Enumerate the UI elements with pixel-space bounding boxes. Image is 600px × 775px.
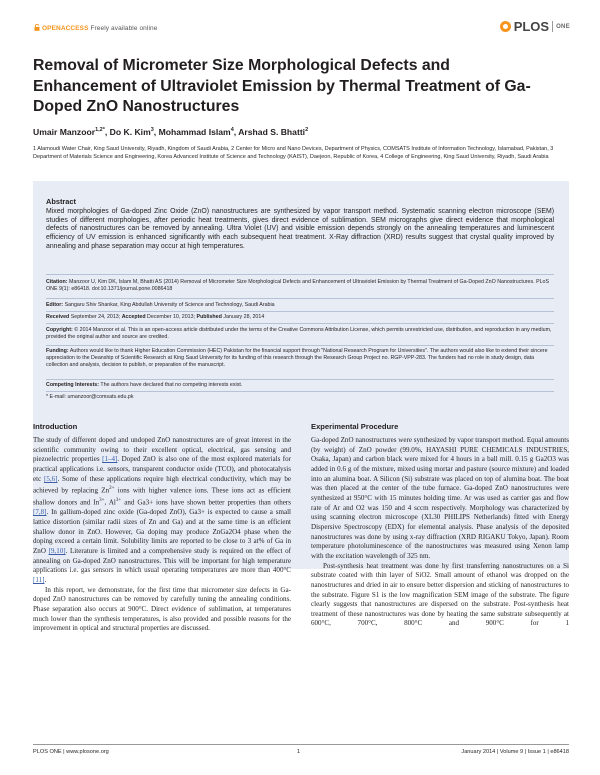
- citation-link[interactable]: [9,10]: [48, 546, 66, 555]
- copyright-text: © 2014 Manzoor et al. This is an open-access article distributed under the terms of the Creative Commons Attribution License, which permits unrestricted use, distribution, and reproduction in any medium, provided the original author and source are credited.: [46, 327, 552, 341]
- footer-journal: [33, 749, 109, 755]
- citation-link[interactable]: [7,8]: [33, 508, 47, 517]
- footer-rule: [33, 744, 569, 745]
- one-logo-text: ONE: [556, 23, 570, 30]
- access-text: ACCESS: [60, 25, 89, 32]
- affiliations: 1 Alamoudi Water Chair, King Saud University, Riyadh, Kingdom of Saudi Arabia, 2 Center for Micro and Nano Devices, Department of Physics, COMSATS Institute of Information Technology, Islamabad, Pakistan, 3 Department of Materials Science and Engineering, Korea Advanced Institute of Science and Technology (KAIST), Daejeon, Republic of Korea, 4 College of Engineering, King Saud University, Riyadh, Saudi Arabia: [33, 146, 554, 160]
- funding: [46, 348, 554, 369]
- freely-available-text: Freely available online: [90, 25, 158, 32]
- editor-label: Editor:: [46, 302, 64, 308]
- received-label: Received: [46, 314, 70, 320]
- author-affil: 3: [150, 127, 154, 134]
- abstract-heading: Abstract: [46, 197, 76, 206]
- citation-text: Manzoor U, Kim DK, Islam M, Bhatti AS (2014) Removal of Micrometer Size Morphological Defects and Enhancement of Ultraviolet Emission by Thermal Treatment of Ga-Doped ZnO Nanostructures. PLoS ONE 9(1): e86418. doi:10.1371/journal.pone.0086418: [46, 279, 550, 293]
- funding-text: Authors would like to thank Higher Education Commission (HEC) Pakistan for the financial support through "National Research Program for Universities". The authors would also like to extend their sincere appreciation to the Deanship of Scientific Research at King Saud University for its funding of this research through the Research Group Project no. RGP-VPP-283. The funders had no role in study design, data collection and analysis, decision to publish, or preparation of the manuscript.: [46, 348, 548, 369]
- experimental-heading: Experimental Procedure: [311, 422, 399, 431]
- editor-text: Sangaru Shiv Shankar, King Abdullah University of Science and Technology, Saudi Arabia: [64, 302, 275, 308]
- abstract-text: Mixed morphologies of Ga-doped Zinc Oxide (ZnO) nanostructures are synthesized by vapor transport method. Systematic scanning electron microscope (SEM) studies of different morphologies, after periodic heat treatments, gives direct evidence of sublimation. SEM micrographs give direct evidence that morphological defects of nanostructures can be removed by annealing. Ultra Violet (UV) and visible emission depends strongly on the annealing temperatures and luminescent efficiency of UV emission is enhanced significantly with each subsequent heat treatment. X-Ray diffraction (XRD) results suggest that crystal quality improved by annealing and phase separation may occur at high temperatures.: [46, 208, 554, 250]
- superscript: 2+: [109, 486, 115, 492]
- copyright-label: Copyright:: [46, 327, 73, 333]
- abstract-divider: [46, 274, 554, 275]
- author-list: Umair Manzoor$^{1,2*}$, Do K. Kim$^3$, Mohammad Islam$^4$, Arshad S. Bhatti$^2$: [33, 127, 309, 137]
- intro-text: . Literature is limited and a comprehensive study is required on the effect of annealing on Ga-doped ZnO nanostructures. This will be important for high temperature applications i.e. gas sensors in which usual operating temperatures are more than 400°C: [33, 546, 291, 575]
- citation-link[interactable]: [1–4]: [102, 455, 118, 464]
- plos-logo-text: PLOS: [513, 19, 550, 34]
- experimental-paragraph: Post-synthesis heat treatment was done by first transferring nanostructures on a Si substrate coated with thin layer of SiO2. Small amount of ethanol was dropped on the nanostructures and dried in air to ensure better dispersion and sticking of nanostructures to the substrate. Figure S1 is the low magnification SEM image of the substrate. The figure clearly suggests that nanostructures are dispersed on the substrate. Post-synthesis heat treatment of these nanostructures was done by heating the same substrate subsequently at 600°C, 700°C, 800°C and 900°C for 1: [311, 561, 569, 628]
- footer-journal-name: PLOS ONE: [33, 749, 62, 755]
- published-label: Published: [196, 314, 222, 320]
- citation: [46, 279, 554, 293]
- plos-one-logo[interactable]: [500, 19, 570, 34]
- experimental-paragraph: Ga-doped ZnO nanostructures were synthesized by vapor transport method. Equal amounts (by weight) of ZnO powder (99.0%, HAYASHI PURE CHEMICALS INDUSTRIES, Osaka, Japan) and carbon black were mixed for 4 hours in a ball mill. 0.15 g Ga2O3 was added in 0.6 g of the mixture, mixed using mortar and pasture (source mixture) and loaded into an alumina boat. A Silicon (Si) substrate was placed on top of alumina boat. The boat was then placed at the center of the tube furnace. Ga-doped ZnO nanostructures were synthesized at 950°C with 15 minutes holding time. Ar was used as carrier gas and flow rate of Ar and O2 was 150 and 4 sccm respectively. Morphology was characterized by using scanning electron microscope (XL30 PHILIPS Netherlands) fitted with Energy Dispersive Spectroscopy (EDX) for elemental analysis. Phase analysis of the deposited nanostructures was done by using x-ray diffraction (XRD RIGAKU Tokyo, Japan). Room temperature photoluminescence of the nanostructures was measured using Xenon lamp with the excitation wavelength of 325 nm.: [311, 436, 569, 560]
- footer-url[interactable]: | www.plosone.org: [63, 749, 109, 755]
- citation-link[interactable]: [11]: [33, 575, 45, 584]
- meta-divider: [46, 311, 554, 312]
- funding-label: Funding:: [46, 348, 69, 354]
- page-number: 1: [297, 749, 301, 755]
- footer-issue: January 2014 | Volume 9 | Issue 1 | e86418: [461, 749, 569, 755]
- published-date: January 28, 2014: [223, 314, 265, 320]
- logo-divider: [552, 21, 553, 32]
- intro-paragraph: In this report, we demonstrate, for the first time that micrometer size defects in Ga-doped ZnO nanostructures can be removed by carefully tuning the annealing conditions. Phase separation also occurs at 900°C. Direct evidence of sublimation, at temperatures much lower than the synthesis temperatures, is also provided and possible reasons for the improvement in optical and structural properties are discussed.: [33, 585, 291, 633]
- intro-text: .: [44, 575, 47, 584]
- competing-label: Competing Interests:: [46, 382, 99, 388]
- accepted-date: December 10, 2013;: [147, 314, 196, 320]
- plos-logo-icon: [500, 21, 511, 32]
- citation-link[interactable]: [5,6]: [43, 474, 58, 483]
- author-name: Mohammad Islam: [158, 127, 231, 137]
- editor: [46, 302, 554, 309]
- author-affil: 4: [230, 127, 234, 134]
- intro-text: , Al: [104, 498, 116, 507]
- competing-text: The authors have declared that no competing interests exist.: [100, 382, 243, 388]
- competing-interests: [46, 382, 554, 389]
- superscript: 3+: [115, 498, 122, 504]
- citation-label: Citation:: [46, 279, 68, 285]
- article-title: Removal of Micrometer Size Morphological Defects and Enhancement of Ultraviolet Emission by Thermal Treatment of Ga-Doped ZnO Nanostructures: [33, 57, 531, 115]
- meta-divider: [46, 298, 554, 299]
- received-date: September 24, 2013;: [70, 314, 121, 320]
- meta-divider: [46, 379, 554, 380]
- experimental-body: [311, 436, 569, 629]
- intro-text: and Ga3+ ions have shown better properties than others: [121, 498, 292, 507]
- author-name: Do K. Kim: [109, 127, 151, 137]
- open-lock-icon: [34, 24, 40, 31]
- accepted-label: Accepted: [121, 314, 146, 320]
- author-affil: 2: [305, 127, 309, 134]
- open-text: OPEN: [42, 25, 61, 32]
- copyright: [46, 327, 554, 341]
- intro-text: ions with higher valence ions. These ions act as efficient shallow donors and In: [33, 486, 291, 507]
- intro-text: . Doped ZnO is also one of the most explored materials for practical applications i.e. sensors, transparent conductor oxide (TCO), and photocatalysis etc: [33, 455, 291, 483]
- open-access-badge: [34, 24, 157, 32]
- author-name: Umair Manzoor: [33, 127, 96, 137]
- intro-text: . Some of these applications require high electrical conductivity, which may be achieved by replacing Zn: [33, 474, 291, 495]
- dates: [46, 314, 554, 321]
- intro-text: The study of different doped and undoped ZnO nanostructures are of great interest in the scientific community owing to their excellent optical, electrical, gas sensing and piezoelectric properties: [33, 436, 291, 464]
- author-name: Arshad S. Bhatti: [238, 127, 306, 137]
- introduction-body: [33, 436, 291, 634]
- meta-divider: [46, 323, 554, 324]
- introduction-heading: Introduction: [33, 422, 78, 431]
- intro-paragraph: [33, 436, 291, 586]
- superscript: 3+: [99, 498, 105, 504]
- intro-text: . In gallium-doped zinc oxide (Ga-doped ZnO), Ga3+ is expected to cause a small lattice distortion (similar radii sizes of Zn and Ga) and at the same time is an efficient shallow donor in ZnO. However, Ga doping may produce ZnGa2O4 phase when the doping exceed a certain limit. Solubility limits are reported to be close to 3 at% of Ga in ZnO: [33, 508, 291, 555]
- meta-divider: [46, 391, 554, 392]
- email[interactable]: * E-mail: umanzoor@comsats.edu.pk: [46, 394, 134, 400]
- author-affil: 1,2*: [95, 127, 105, 134]
- meta-divider: [46, 345, 554, 346]
